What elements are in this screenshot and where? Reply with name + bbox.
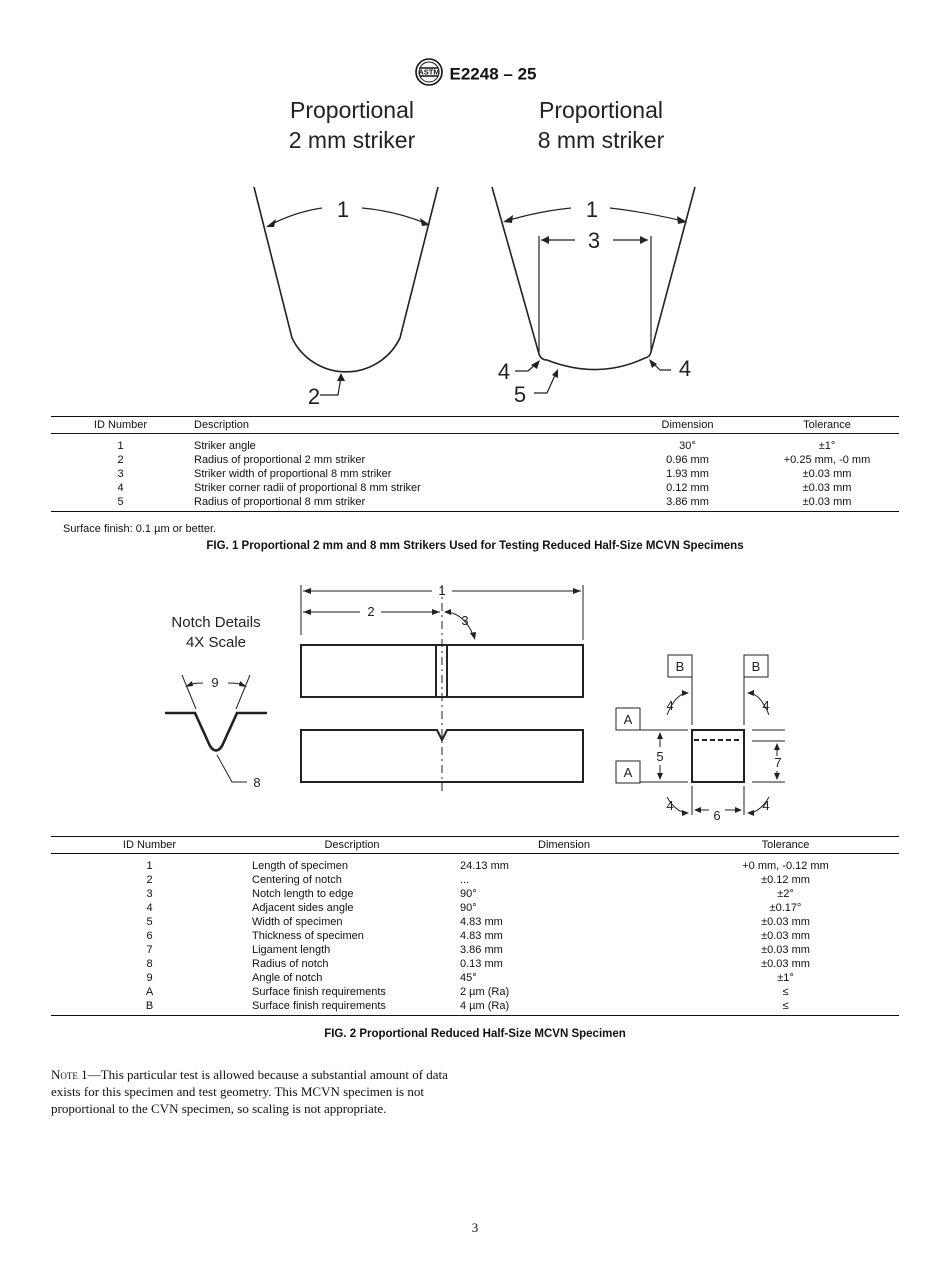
cell-tolerance: ±0.03 mm xyxy=(761,916,810,928)
striker2-title-line2: 2 mm striker xyxy=(288,127,416,153)
cell-id: 4 xyxy=(146,902,153,914)
fig2-col-description: Description xyxy=(248,837,456,854)
cell-tolerance: ±1° xyxy=(818,440,836,452)
table-row xyxy=(51,481,899,495)
cell-description: Radius of proportional 8 mm striker xyxy=(194,496,366,508)
cell-dimension: 4 µm (Ra) xyxy=(460,1000,510,1012)
cell-tolerance: ≤ xyxy=(782,986,789,998)
cell-id: 3 xyxy=(117,468,124,480)
cell-dimension: ... xyxy=(460,874,470,886)
fig2-callout-8: 8 xyxy=(253,775,261,790)
specimen-cross-section xyxy=(616,655,785,815)
document-designation: E2248 – 25 xyxy=(449,64,537,84)
table-row xyxy=(51,943,899,957)
cell-id: 6 xyxy=(146,930,153,942)
cell-description: Surface finish requirements xyxy=(252,986,386,998)
fig2-callout-7: 7 xyxy=(774,755,782,770)
cell-tolerance: ±1° xyxy=(777,972,794,984)
striker8-title-line1: Proportional xyxy=(538,97,664,123)
note-1 xyxy=(51,1066,471,1117)
note-text: —This particular test is allowed because a substantial amount of data exists for this specimen and test geometry. This MCVN specimen is not proportional to the CVN specimen, so scaling is not appropriate. xyxy=(51,1067,448,1116)
fig2-callout-4b: 4 xyxy=(762,698,770,713)
table-row xyxy=(51,453,899,467)
note-label: Note 1 xyxy=(51,1067,88,1082)
cell-dimension: 30° xyxy=(679,440,696,452)
page-number: 3 xyxy=(471,1220,479,1235)
cell-dimension: 1.93 mm xyxy=(666,468,709,480)
fig1-callout-5: 5 xyxy=(513,382,527,407)
cell-id: 2 xyxy=(146,874,153,886)
cell-id: 8 xyxy=(146,958,153,970)
surface-finish-note: Surface finish: 0.1 µm or better. xyxy=(63,523,217,535)
table-row xyxy=(51,999,899,1016)
cell-dimension: 90° xyxy=(460,902,477,914)
astm-logo xyxy=(414,57,444,92)
cell-description: Radius of notch xyxy=(252,958,329,970)
cell-description: Striker width of proportional 8 mm striker xyxy=(194,468,392,480)
figure1-drawing xyxy=(0,90,950,415)
cell-dimension: 0.96 mm xyxy=(666,454,709,466)
fig2-callout-3: 3 xyxy=(461,613,469,628)
cell-description: Thickness of specimen xyxy=(252,930,364,942)
notch-scale-label: 4X Scale xyxy=(185,634,247,651)
figure2-drawing xyxy=(0,575,950,830)
cell-tolerance: ±0.03 mm xyxy=(761,944,810,956)
cell-tolerance: ±0.03 mm xyxy=(802,496,852,508)
cell-dimension: 3.86 mm xyxy=(666,496,709,508)
cell-id: 1 xyxy=(146,860,153,872)
cell-tolerance: +0.25 mm, -0 mm xyxy=(783,454,871,466)
fig2-label-b2: B xyxy=(751,659,761,674)
fig2-label-a2: A xyxy=(623,765,633,780)
fig2-callout-5: 5 xyxy=(656,749,664,764)
table-row xyxy=(51,467,899,481)
fig2-callout-4c: 4 xyxy=(666,798,674,813)
cell-tolerance: ±0.03 mm xyxy=(761,930,810,942)
cell-description: Notch length to edge xyxy=(252,888,354,900)
cell-description: Width of specimen xyxy=(252,916,343,928)
cell-dimension: 90° xyxy=(460,888,477,900)
fig1-callout-1b: 1 xyxy=(585,197,599,222)
fig2-callout-9: 9 xyxy=(211,675,219,690)
fig2-col-id: ID Number xyxy=(51,837,248,854)
astm-logo-text: ASTM xyxy=(417,67,440,77)
cell-dimension: 24.13 mm xyxy=(460,860,509,872)
table-row xyxy=(51,873,899,887)
fig1-callout-2: 2 xyxy=(307,384,321,409)
cell-description: Ligament length xyxy=(252,944,331,956)
cell-id: 5 xyxy=(117,496,124,508)
cell-tolerance: +0 mm, -0.12 mm xyxy=(742,860,829,872)
striker2-title-line1: Proportional xyxy=(289,97,415,123)
cell-dimension: 0.13 mm xyxy=(460,958,503,970)
cell-tolerance: ±0.03 mm xyxy=(761,958,810,970)
cell-dimension: 0.12 mm xyxy=(666,482,709,494)
specimen-side-view xyxy=(301,730,583,782)
cell-id: A xyxy=(145,986,154,998)
table-row xyxy=(51,957,899,971)
cell-tolerance: ±0.17° xyxy=(769,902,802,914)
cell-id: B xyxy=(145,1000,154,1012)
cell-tolerance: ≤ xyxy=(782,1000,789,1012)
cell-dimension: 2 µm (Ra) xyxy=(460,986,510,998)
cell-dimension: 4.83 mm xyxy=(460,916,503,928)
cell-dimension: 3.86 mm xyxy=(460,944,503,956)
page-header xyxy=(0,57,950,92)
figure2-caption: FIG. 2 Proportional Reduced Half-Size MCVN Specimen xyxy=(324,1028,626,1040)
table-row xyxy=(51,495,899,512)
table-row xyxy=(51,887,899,901)
cell-description: Striker corner radii of proportional 8 mm striker xyxy=(194,482,421,494)
fig2-callout-1: 1 xyxy=(438,583,446,598)
cell-description: Angle of notch xyxy=(252,972,323,984)
table-row xyxy=(51,971,899,985)
fig2-label-a1: A xyxy=(623,712,633,727)
notch-details-title: Notch Details xyxy=(171,614,261,631)
fig1-callout-3: 3 xyxy=(587,228,601,253)
notch-detail xyxy=(165,675,267,782)
fig1-col-id: ID Number xyxy=(51,417,190,434)
fig2-callout-4a: 4 xyxy=(666,698,674,713)
cell-description: Centering of notch xyxy=(252,874,342,886)
figure1-table xyxy=(51,416,899,512)
cell-description: Length of specimen xyxy=(252,860,349,872)
cell-dimension: 45° xyxy=(460,972,477,984)
cell-id: 7 xyxy=(146,944,153,956)
cell-id: 5 xyxy=(146,916,153,928)
table-row xyxy=(51,854,899,874)
cell-description: Radius of proportional 2 mm striker xyxy=(194,454,366,466)
figure1-caption: FIG. 1 Proportional 2 mm and 8 mm Strikers Used for Testing Reduced Half-Size MCVN Specimens xyxy=(206,540,744,552)
fig1-callout-4b: 4 xyxy=(678,356,692,381)
fig1-col-dimension: Dimension xyxy=(620,417,755,434)
cell-id: 9 xyxy=(146,972,153,984)
fig2-col-dimension: Dimension xyxy=(456,837,672,854)
cell-description: Striker angle xyxy=(194,440,256,452)
cell-dimension: 4.83 mm xyxy=(460,930,503,942)
cell-id: 1 xyxy=(117,440,124,452)
fig2-callout-6: 6 xyxy=(713,808,721,823)
fig2-callout-4d: 4 xyxy=(762,798,770,813)
table-row xyxy=(51,985,899,999)
cell-id: 3 xyxy=(146,888,153,900)
fig2-col-tolerance: Tolerance xyxy=(672,837,899,854)
fig1-callout-4a: 4 xyxy=(497,359,511,384)
cell-id: 4 xyxy=(117,482,124,494)
fig2-label-b1: B xyxy=(675,659,685,674)
fig1-col-description: Description xyxy=(190,417,620,434)
table-row xyxy=(51,929,899,943)
cell-tolerance: ±0.03 mm xyxy=(802,468,852,480)
table-row xyxy=(51,901,899,915)
cell-description: Adjacent sides angle xyxy=(252,902,354,914)
striker8-title-line2: 8 mm striker xyxy=(537,127,665,153)
cell-description: Surface finish requirements xyxy=(252,1000,386,1012)
table-row xyxy=(51,434,899,454)
table-row xyxy=(51,915,899,929)
figure2-table xyxy=(51,836,899,1016)
cell-tolerance: ±0.03 mm xyxy=(802,482,852,494)
cell-tolerance: ±2° xyxy=(777,888,794,900)
fig2-callout-2: 2 xyxy=(367,604,375,619)
fig1-callout-1a: 1 xyxy=(336,197,350,222)
cell-id: 2 xyxy=(117,454,124,466)
cell-tolerance: ±0.12 mm xyxy=(761,874,810,886)
fig1-col-tolerance: Tolerance xyxy=(755,417,899,434)
